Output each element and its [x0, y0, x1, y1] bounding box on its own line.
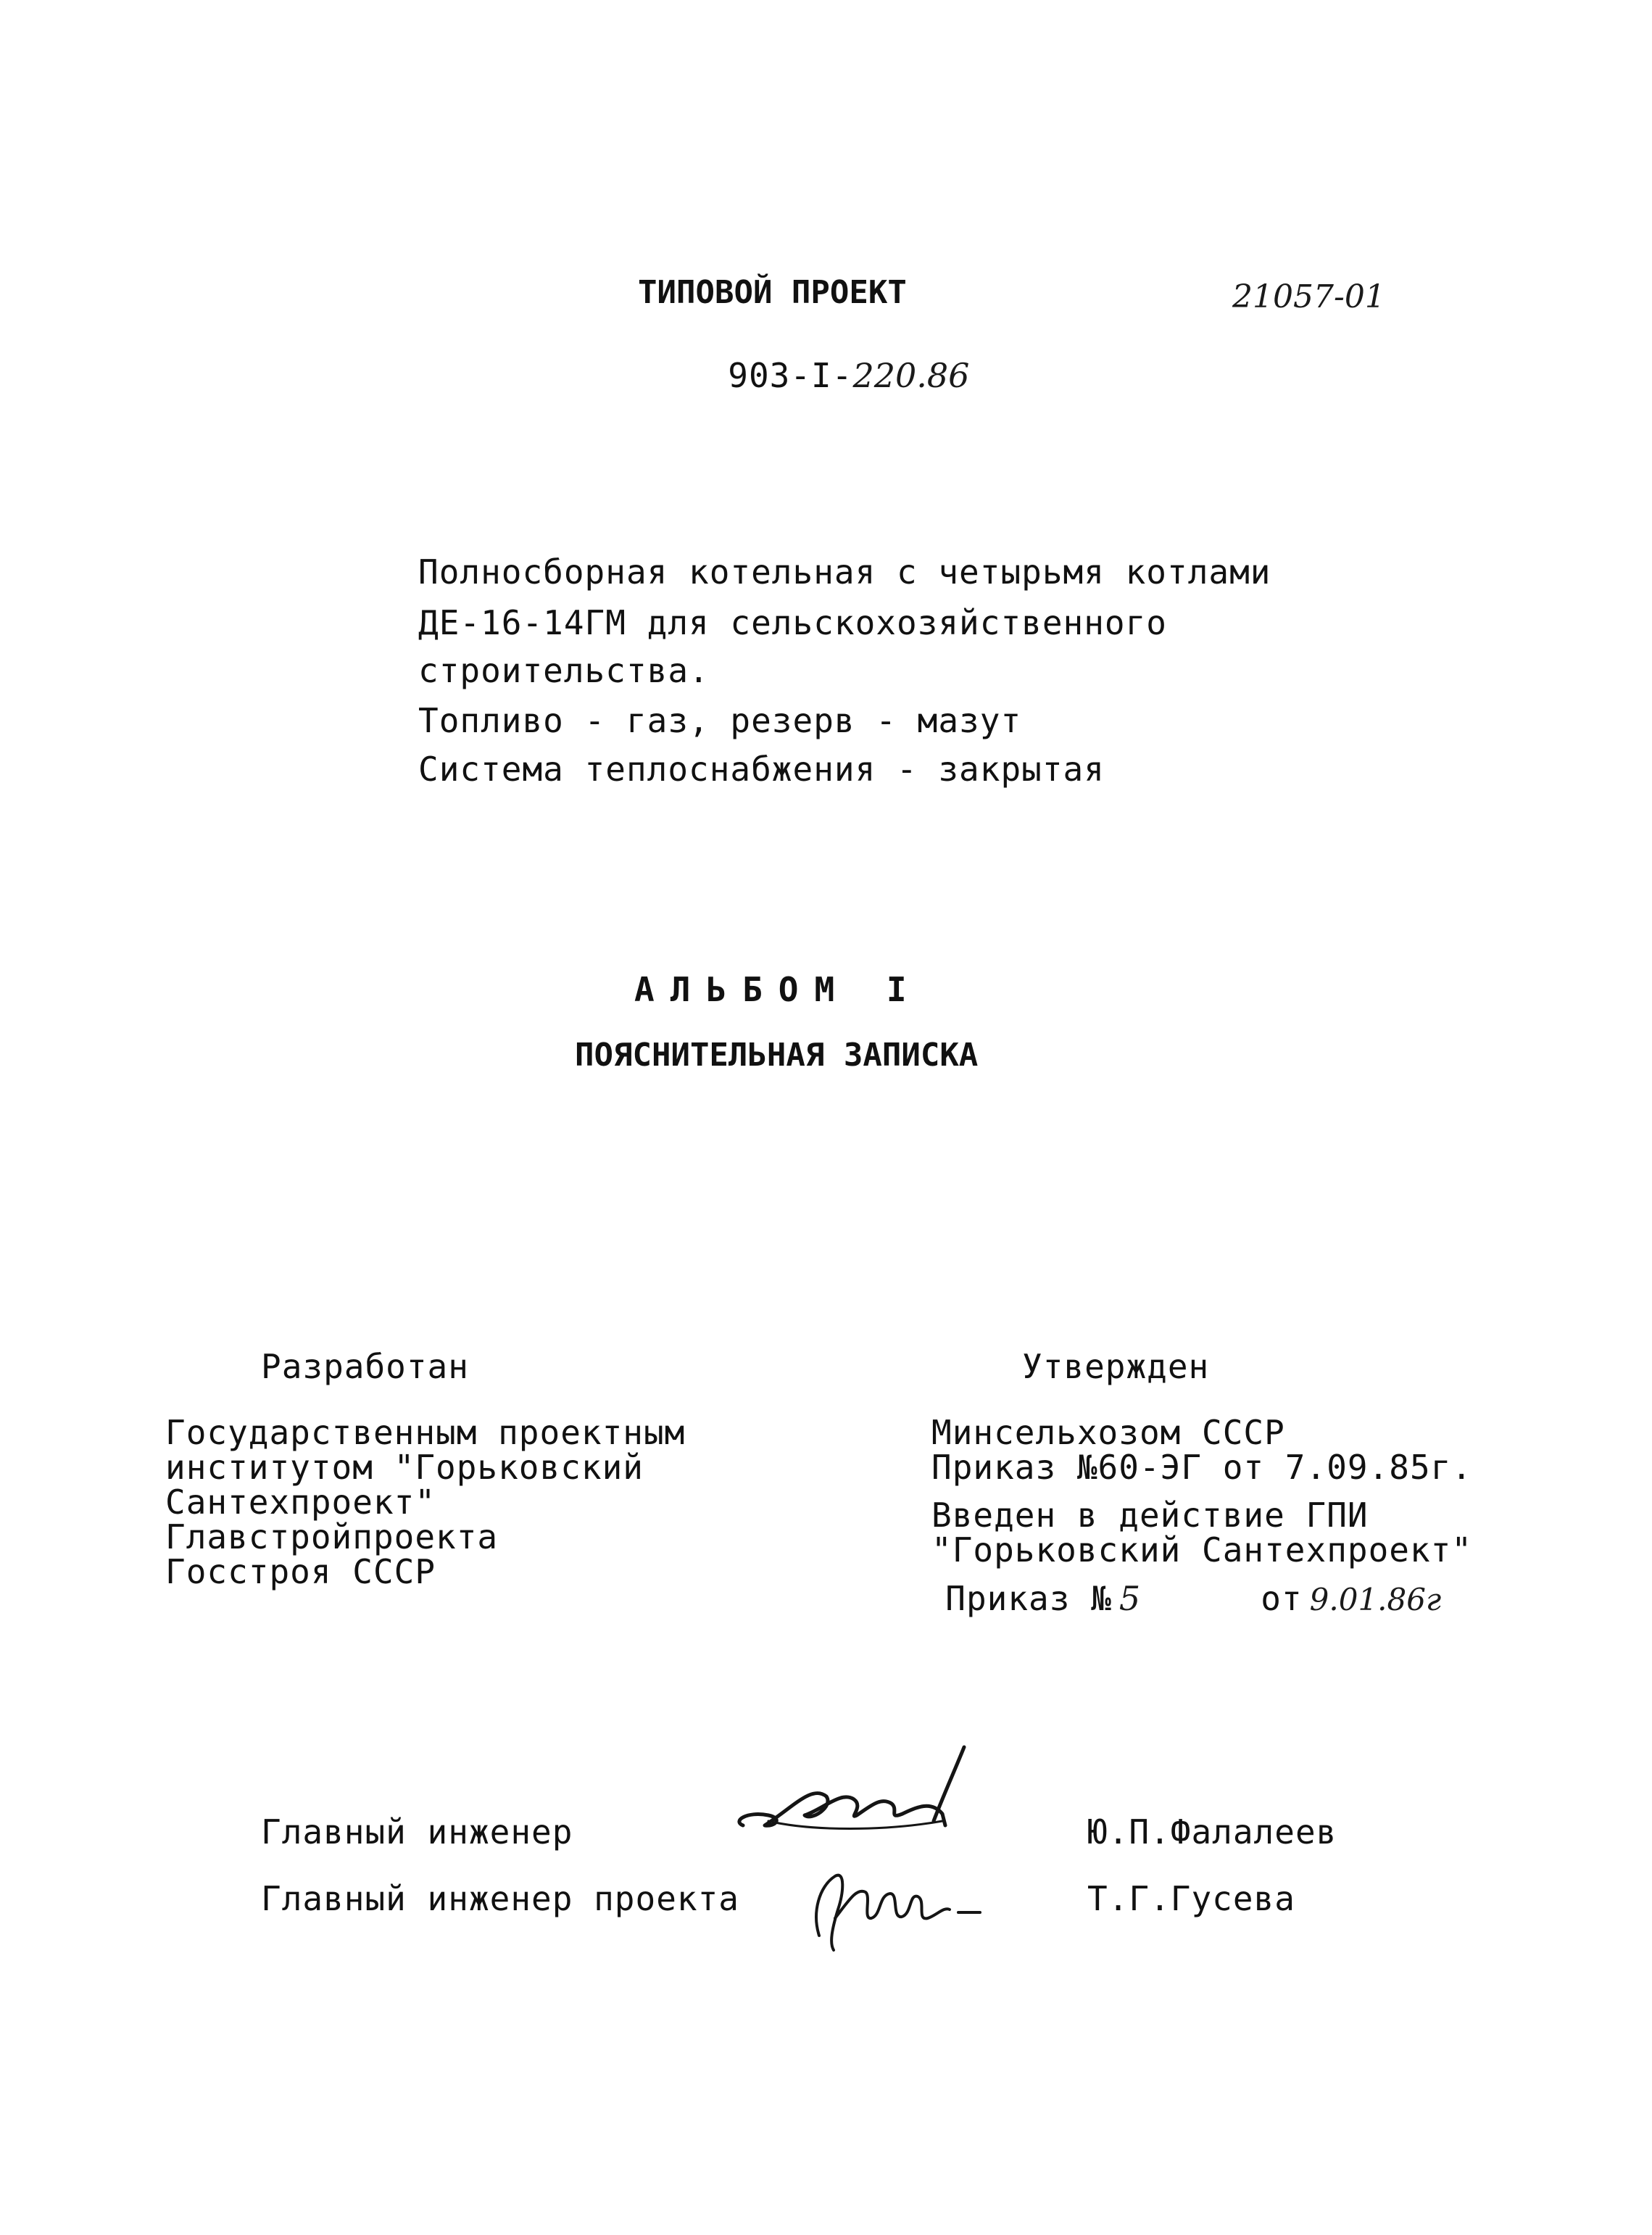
description-line-1: Полносборная котельная с четырьмя котлами [418, 552, 1271, 592]
description-line-4: Топливо - газ, резерв - мазут [418, 701, 1022, 740]
developed-line-4: Главстройпроекта [165, 1517, 499, 1556]
project-code-handwritten: 220.86 [852, 356, 970, 395]
order-number-handwritten: 5 [1118, 1579, 1141, 1618]
developed-line-2: институтом "Горьковский [165, 1448, 644, 1487]
album-title: АЛЬБОМ I [634, 970, 923, 1009]
order-label: Приказ № [945, 1579, 1112, 1618]
description-line-5: Система теплоснабжения - закрытая [418, 750, 1105, 789]
developed-heading: Разработан [261, 1347, 469, 1386]
approved-line-3: Введен в действие ГПИ [931, 1496, 1369, 1535]
signature-name-2: Т.Г.Гусева [1087, 1879, 1295, 1918]
approved-order-line [931, 1565, 1140, 1618]
approved-order-date [1247, 1565, 1441, 1618]
approved-line-2: Приказ №60-ЭГ от 7.09.85г. [931, 1448, 1473, 1487]
order-date-handwritten: 9.01.86г [1309, 1582, 1442, 1617]
developed-line-5: Госстроя СССР [165, 1552, 436, 1591]
signature-chief-engineer [725, 1740, 986, 1849]
signature-name-1: Ю.П.Фалалеев [1087, 1812, 1337, 1852]
developed-line-1: Государственным проектным [165, 1413, 686, 1452]
description-line-2: ДЕ-16-14ГМ для сельскохозяйственного [418, 603, 1167, 642]
developed-line-3: Сантехпроект" [165, 1483, 436, 1522]
project-code [714, 342, 969, 395]
signature-role-1: Главный инженер [261, 1812, 573, 1852]
approved-line-1: Минсельхозом СССР [931, 1413, 1285, 1452]
document-title: ТИПОВОЙ ПРОЕКТ [638, 274, 907, 311]
order-date-label: от [1261, 1579, 1303, 1618]
inventory-number: 21057-01 [1232, 278, 1385, 315]
description-line-3: строительства. [418, 651, 710, 690]
project-code-typed: 903-I- [728, 356, 853, 395]
approved-heading: Утвержден [1022, 1347, 1210, 1386]
signature-role-2: Главный инженер проекта [261, 1879, 739, 1918]
signature-chief-project-engineer [790, 1849, 993, 1957]
album-subtitle: ПОЯСНИТЕЛЬНАЯ ЗАПИСКА [575, 1037, 979, 1074]
approved-line-4: "Горьковский Сантехпроект" [931, 1530, 1473, 1570]
